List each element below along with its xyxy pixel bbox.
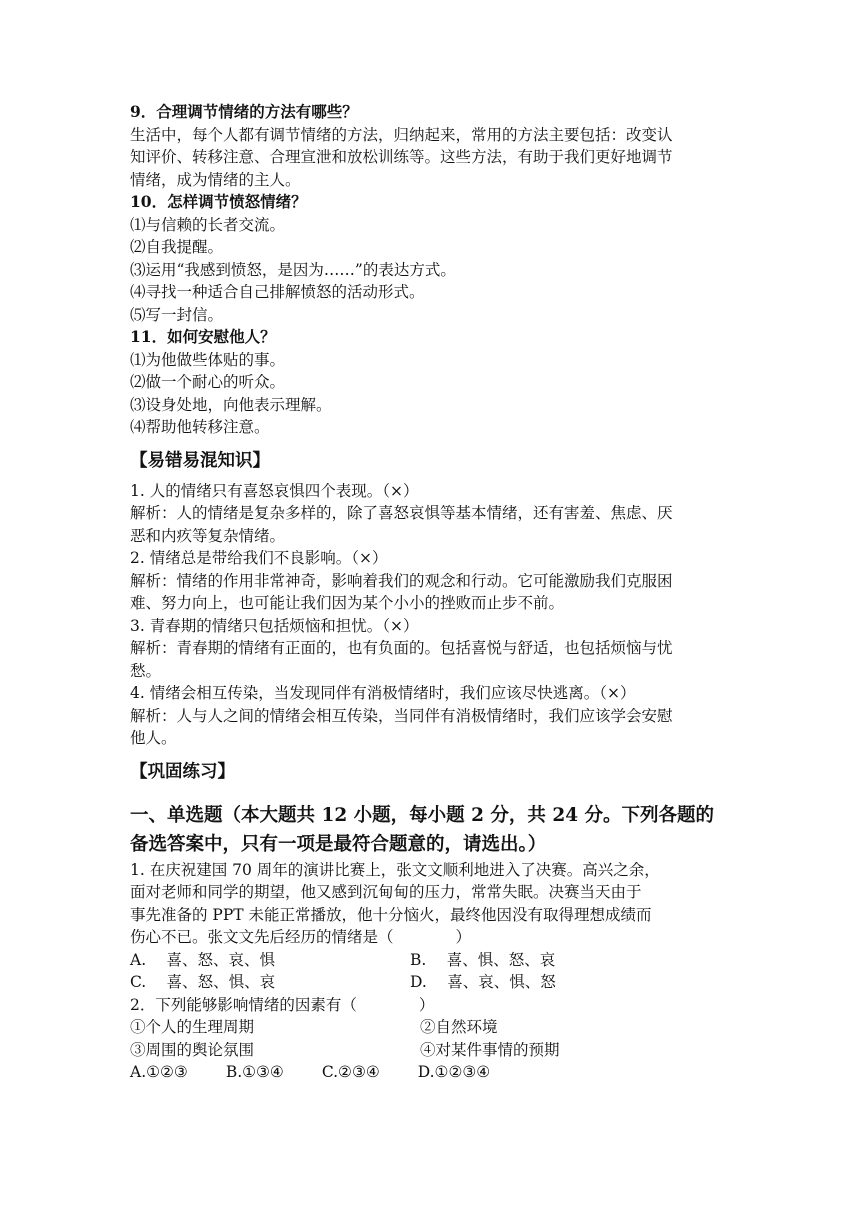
question-9-text: 生活中，每个人都有调节情绪的方法，归纳起来，常用的方法主要包括：改变认 bbox=[130, 125, 673, 144]
mistake-line: 解析：青春期的情绪有正面的，也有负面的。包括喜悦与舒适，也包括烦恼与忧 bbox=[130, 639, 673, 657]
question-10-item: ⑴与信赖的长者交流。 bbox=[130, 215, 286, 234]
question-1-text: 伤心不已。张文文先后经历的情绪是（ ） bbox=[130, 928, 472, 946]
option-a: A. 喜、怒、哀、惧 bbox=[130, 950, 276, 969]
mistake-line: 恶和内疚等复杂情绪。 bbox=[130, 526, 286, 545]
question-10-title: 10．怎样调节愤怒情绪？ bbox=[130, 192, 307, 211]
question-9-text: 知评价、转移注意、合理宣泄和放松训练等。这些方法，有助于我们更好地调节 bbox=[130, 148, 673, 166]
question-1-options-row bbox=[130, 971, 750, 994]
question-2-statements-row bbox=[130, 1016, 750, 1039]
section-title: 一、单选题（本大题共 12 小题，每小题 2 分，共 24 分。下列各题的 bbox=[130, 804, 715, 826]
question-11-title: 11．如何安慰他人？ bbox=[130, 327, 276, 346]
answer-a: A.①②③ bbox=[130, 1063, 188, 1081]
mistake-line: 愁。 bbox=[130, 661, 162, 680]
mistake-line: 4. 情绪会相互传染，当发现同伴有消极情绪时，我们应该尽快逃离。（×） bbox=[130, 684, 636, 702]
statement-3: ③周围的舆论氛围 bbox=[130, 1040, 255, 1059]
answer-c: C.②③④ bbox=[321, 1063, 380, 1081]
section-title: 备选答案中，只有一项是最符合题意的，请选出。） bbox=[130, 833, 547, 855]
question-1-text: 事先准备的 PPT 未能正常播放，他十分恼火，最终他因没有取得理想成绩而 bbox=[130, 905, 652, 924]
mistake-line: 解析：人的情绪是复杂多样的，除了喜怒哀惧等基本情绪，还有害羞、焦虑、厌 bbox=[130, 504, 673, 522]
question-1-options-row bbox=[130, 949, 750, 972]
statement-2: ②自然环境 bbox=[420, 1018, 498, 1036]
question-11-item: ⑷帮助他转移注意。 bbox=[130, 418, 270, 436]
question-2-stem: 2．下列能够影响情绪的因素有（ ） bbox=[130, 995, 435, 1014]
practice-heading: 【巩固练习】 bbox=[130, 761, 235, 782]
question-10-item: ⑸写一封信。 bbox=[130, 305, 224, 324]
question-10-item: ⑵自我提醒。 bbox=[130, 238, 224, 256]
question-11-item: ⑴为他做些体贴的事。 bbox=[130, 350, 286, 369]
question-11-item: ⑶设身处地，向他表示理解。 bbox=[130, 395, 332, 414]
answer-d: D.①②③④ bbox=[417, 1063, 491, 1081]
mistakes-heading: 【易错易混知识】 bbox=[130, 450, 270, 471]
document-content bbox=[130, 101, 750, 1084]
statement-1: ①个人的生理周期 bbox=[130, 1018, 255, 1036]
option-d: D. 喜、哀、惧、怒 bbox=[410, 973, 556, 991]
question-9-title: 9．合理调节情绪的方法有哪些？ bbox=[130, 102, 358, 121]
statement-4: ④对某件事情的预期 bbox=[420, 1040, 560, 1059]
mistake-line: 解析：人与人之间的情绪会相互传染，当同伴有消极情绪时，我们应该学会安慰 bbox=[130, 706, 673, 725]
mistake-line: 他人。 bbox=[130, 729, 177, 747]
question-11-item: ⑵做一个耐心的听众。 bbox=[130, 373, 286, 391]
question-9-text: 情绪，成为情绪的主人。 bbox=[130, 170, 301, 189]
question-1-text: 面对老师和同学的期望，他又感到沉甸甸的压力，常常失眠。决赛当天由于 bbox=[130, 883, 642, 901]
question-2-statements-row bbox=[130, 1039, 750, 1062]
answer-b: B.①③④ bbox=[225, 1063, 284, 1081]
question-10-item: ⑷寻找一种适合自己排解愤怒的活动形式。 bbox=[130, 283, 425, 301]
question-2-answers-row bbox=[130, 1061, 750, 1084]
option-b: B. 喜、惧、怒、哀 bbox=[410, 950, 556, 969]
question-10-item: ⑶运用“我感到愤怒，是因为……”的表达方式。 bbox=[130, 260, 456, 279]
mistake-line: 难、努力向上，也可能让我们因为某个小小的挫败而止步不前。 bbox=[130, 594, 565, 612]
mistake-line: 2. 情绪总是带给我们不良影响。（×） bbox=[130, 549, 388, 567]
mistake-line: 3. 青春期的情绪只包括烦恼和担忧。（×） bbox=[130, 616, 419, 635]
option-c: C. 喜、怒、惧、哀 bbox=[130, 973, 276, 991]
mistake-line: 解析：情绪的作用非常神奇，影响着我们的观念和行动。它可能激励我们克服困 bbox=[130, 571, 673, 590]
question-1-text: 1. 在庆祝建国 70 周年的演讲比赛上，张文文顺利地进入了决赛。高兴之余， bbox=[130, 860, 660, 879]
mistake-line: 1. 人的情绪只有喜怒哀惧四个表现。（×） bbox=[130, 481, 419, 500]
